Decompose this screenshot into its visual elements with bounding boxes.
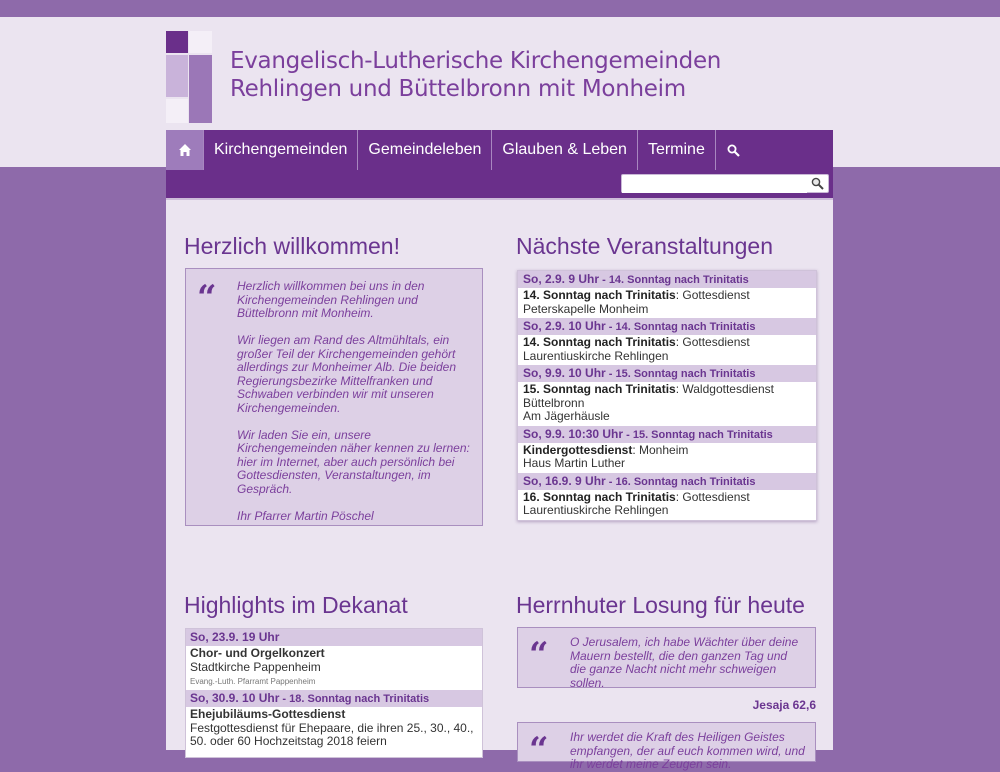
site-title-line2: Rehlingen und Büttelbronn mit Monheim (230, 76, 686, 102)
event-body (518, 288, 816, 318)
welcome-heading: Herzlich willkommen! (184, 233, 400, 259)
event-location: Laurentiuskirche Rehlingen (523, 348, 669, 363)
highlight-item[interactable] (186, 629, 482, 690)
losung-heading: Herrnhuter Losung für heute (516, 592, 805, 618)
event-occasion: 14. Sonntag nach Trinitatis (615, 321, 756, 333)
content-area (166, 198, 833, 771)
event-item[interactable] (518, 318, 816, 365)
event-separator: - (623, 428, 633, 441)
home-icon (178, 143, 192, 157)
event-title: 16. Sonntag nach Trinitatis (523, 489, 676, 504)
event-separator: - (605, 368, 616, 380)
nav-home-button[interactable] (166, 130, 204, 170)
event-separator: - (599, 274, 609, 286)
event-separator: - (605, 475, 616, 488)
event-type: : Gottesdienst (675, 288, 750, 302)
losung-quote-box (517, 627, 816, 688)
highlight-body (186, 646, 482, 690)
nav-item-kirchengemeinden[interactable]: Kirchengemeinden (204, 130, 358, 170)
event-date: So, 2.9. 10 Uhr (523, 319, 606, 333)
event-item[interactable] (518, 473, 816, 520)
event-header (518, 271, 816, 288)
welcome-signature: Ihr Pfarrer Martin Pöschel (237, 508, 374, 523)
event-body (518, 382, 816, 426)
event-item[interactable] (518, 426, 816, 473)
highlight-header (186, 629, 482, 646)
event-occasion: 15. Sonntag nach Trinitatis (632, 428, 773, 441)
highlight-body (186, 707, 482, 751)
highlight-separator: - (279, 693, 290, 705)
event-body (518, 490, 816, 520)
event-location-detail: Am Jägerhäusle (523, 409, 610, 423)
highlight-description: Festgottesdienst für Ehepaare, die ihren 25., 30., 40., 50. oder 60 Hochzeitstag 2018 feiern (190, 720, 474, 748)
highlight-organizer: Evang.-Luth. Pfarramt Pappenheim (190, 677, 316, 686)
event-type: : Monheim (632, 442, 689, 457)
event-separator: - (605, 321, 616, 333)
welcome-text (237, 280, 473, 537)
losung-verse: O Jerusalem, ich habe Wächter über deine Mauern bestellt, die den ganzen Tag und die ganze Nacht nicht mehr schweigen sollen. (570, 635, 799, 690)
event-header (518, 365, 816, 382)
search-icon (727, 144, 740, 157)
nav-search-button[interactable] (716, 130, 752, 170)
event-title: 14. Sonntag nach Trinitatis (523, 288, 676, 302)
event-type: : Gottesdienst (675, 335, 750, 349)
events-heading: Nächste Veranstaltungen (516, 233, 774, 259)
highlight-location: Stadtkirche Pappenheim (190, 659, 321, 674)
event-header (518, 318, 816, 335)
highlight-date: So, 23.9. 19 Uhr (190, 630, 280, 644)
highlight-item[interactable] (186, 690, 482, 751)
event-location: Laurentiuskirche Rehlingen (523, 503, 669, 517)
quote-icon: “ (529, 730, 549, 770)
nav-item-gemeindeleben[interactable]: Gemeindeleben (358, 130, 492, 170)
event-body (518, 443, 816, 473)
welcome-paragraph: Wir laden Sie ein, unsere Kirchengemeinden näher kennen zu lernen: hier im Internet, aber auch persönlich bei Gottesdiensten, Veranstaltungen, im Gespräch. (237, 427, 470, 496)
event-header (518, 473, 816, 490)
highlight-title: Ehejubiläums-Gottesdienst (190, 707, 346, 721)
event-occasion: 16. Sonntag nach Trinitatis (615, 475, 756, 488)
event-title: 15. Sonntag nach Trinitatis (523, 382, 676, 396)
event-location: Peterskapelle Monheim (523, 301, 649, 316)
event-item[interactable] (518, 271, 816, 318)
event-occasion: 14. Sonntag nach Trinitatis (608, 274, 749, 286)
highlights-heading: Highlights im Dekanat (184, 592, 408, 618)
event-date: So, 9.9. 10 Uhr (523, 366, 606, 380)
search-box (621, 174, 829, 193)
top-strip (0, 0, 1000, 17)
highlight-title: Chor- und Orgelkonzert (190, 646, 325, 660)
event-body (518, 335, 816, 365)
highlights-list (185, 628, 483, 758)
main-navigation (166, 130, 833, 198)
quote-icon: “ (197, 278, 217, 318)
event-title: 14. Sonntag nach Trinitatis (523, 335, 676, 349)
site-title-line1: Evangelisch-Lutherische Kirchengemeinden (230, 48, 722, 74)
event-location: Haus Martin Luther (523, 456, 626, 470)
event-date: So, 16.9. 9 Uhr (523, 473, 606, 488)
event-occasion: 15. Sonntag nach Trinitatis (615, 368, 756, 380)
nav-item-termine[interactable]: Termine (638, 130, 716, 170)
event-date: So, 9.9. 10:30 Uhr (523, 426, 624, 441)
welcome-quote-box (185, 268, 483, 526)
church-logo[interactable] (166, 31, 214, 123)
event-date: So, 2.9. 9 Uhr (523, 272, 600, 286)
event-type: : Gottesdienst (675, 489, 750, 504)
event-item[interactable] (518, 365, 816, 426)
event-location: Büttelbronn (523, 395, 585, 410)
highlight-header (186, 690, 482, 707)
nav-item-glauben-leben[interactable]: Glauben & Leben (492, 130, 638, 170)
event-title: Kindergottesdienst (523, 442, 633, 457)
highlight-date: So, 30.9. 10 Uhr (190, 691, 280, 705)
welcome-paragraph: Wir liegen am Rand des Altmühltals, ein großer Teil der Kirchengemeinden gehört allerdings zur Monheimer Alb. Die beiden Regierungsbezirke Mittelfranken und Schwaben verbinden wir mit unseren Kirchengemeinden. (237, 333, 456, 415)
search-input[interactable] (622, 176, 807, 193)
welcome-paragraph: Herzlich willkommen bei uns in den Kirchengemeinden Rehlingen und Büttelbronn mit Monheim. (237, 279, 425, 320)
events-list (517, 270, 817, 521)
losung-verse-2: Ihr werdet die Kraft des Heiligen Geistes empfangen, der auf euch kommen wird, und ihr werdet meine Zeugen sein. (570, 730, 805, 771)
losung-quote-box-2 (517, 722, 816, 771)
highlight-occasion: 18. Sonntag nach Trinitatis (289, 693, 430, 705)
site-title[interactable] (230, 47, 721, 103)
event-type: : Waldgottesdienst (675, 382, 774, 396)
search-submit-icon[interactable] (811, 177, 824, 190)
losung-reference: Jesaja 62,6 (752, 698, 816, 712)
event-header (518, 426, 816, 443)
quote-icon: “ (529, 635, 549, 675)
